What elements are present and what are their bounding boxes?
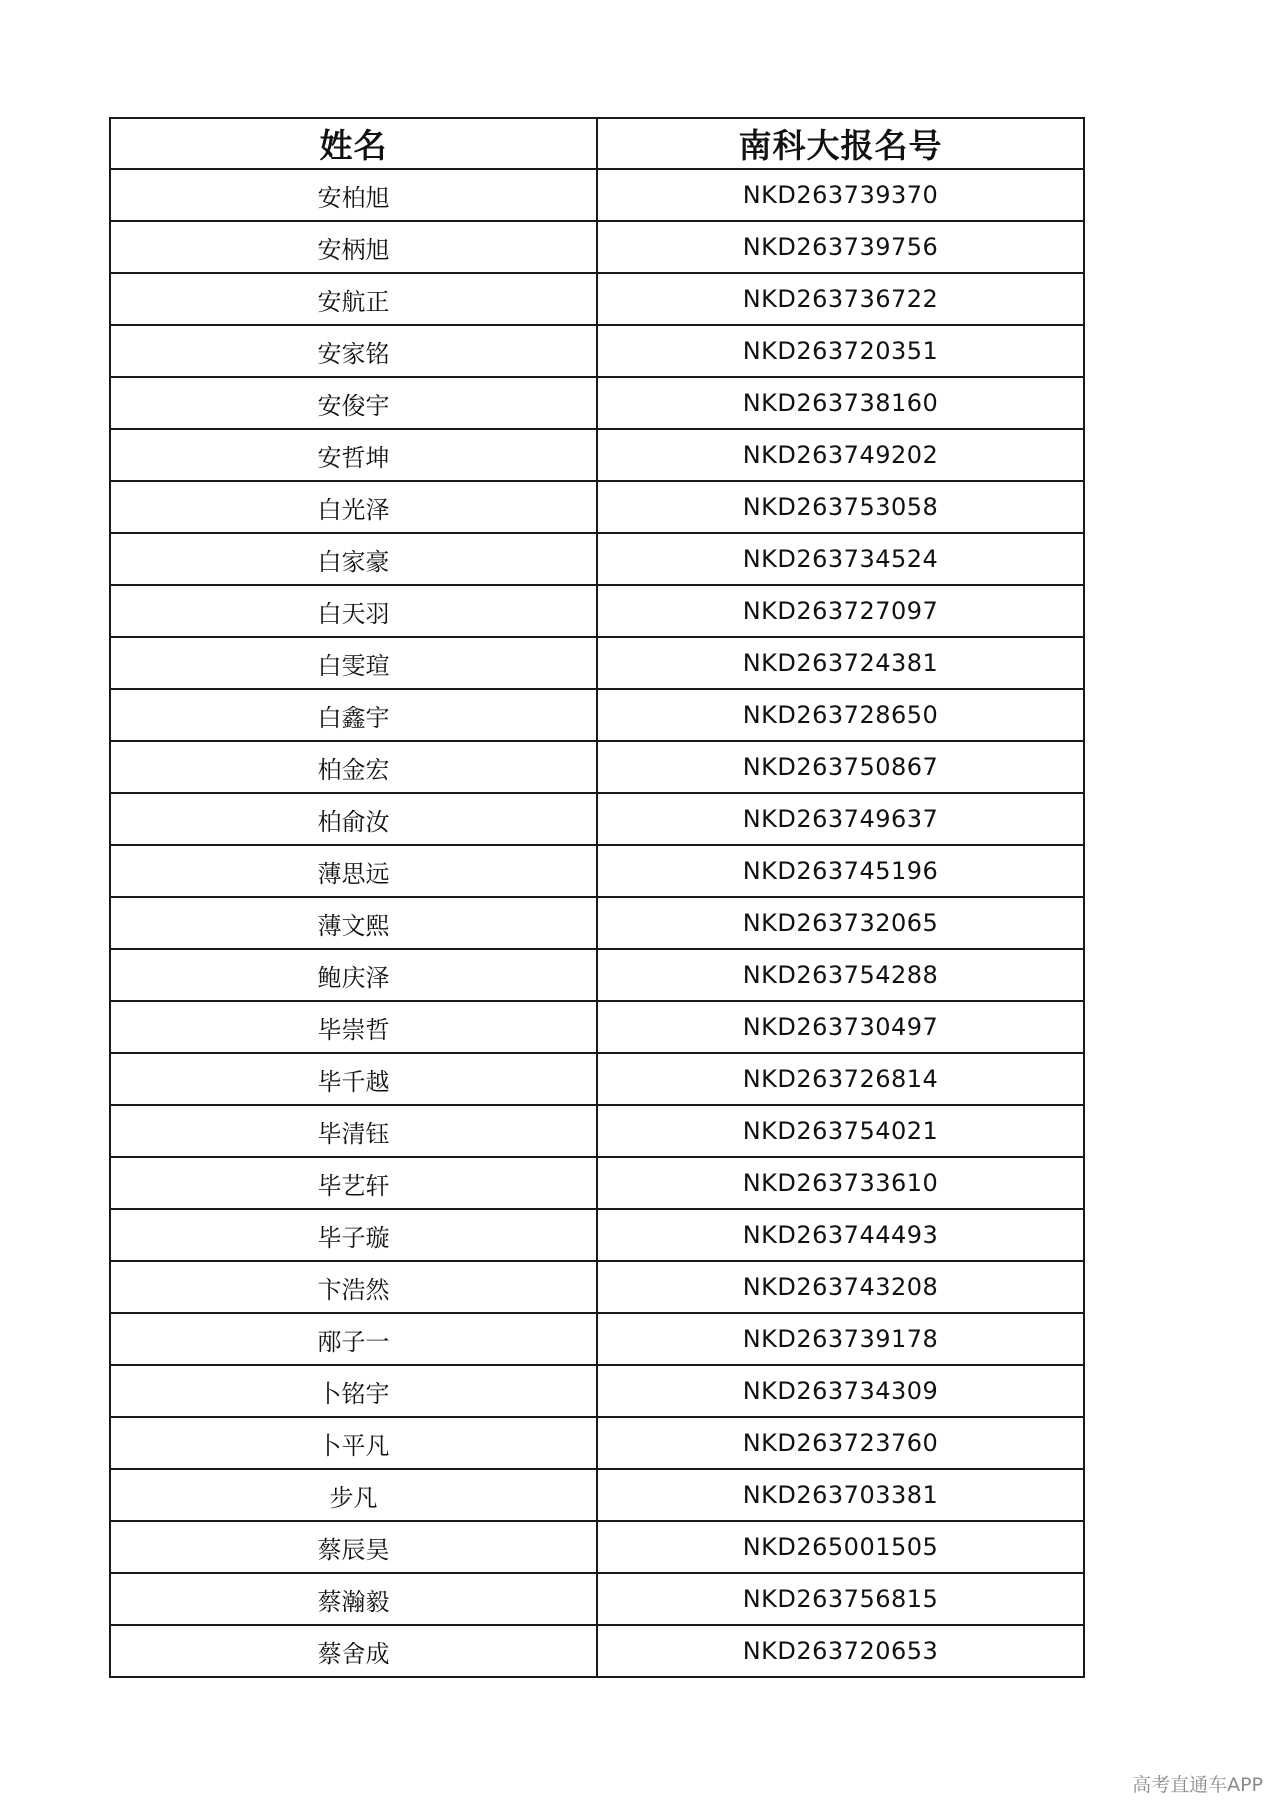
table-row bbox=[110, 1209, 1084, 1261]
table-row bbox=[110, 1625, 1084, 1677]
registration-id-cell: NKD263720351 bbox=[597, 325, 1084, 377]
table-row bbox=[110, 585, 1084, 637]
student-name-cell: 白家豪 bbox=[110, 533, 597, 585]
registration-id-cell: NKD263720653 bbox=[597, 1625, 1084, 1677]
table-row bbox=[110, 533, 1084, 585]
roster-page bbox=[109, 117, 1083, 1678]
registration-id-cell: NKD263744493 bbox=[597, 1209, 1084, 1261]
registration-id-cell: NKD263753058 bbox=[597, 481, 1084, 533]
roster-table bbox=[109, 117, 1085, 1678]
table-row bbox=[110, 1053, 1084, 1105]
table-row bbox=[110, 1521, 1084, 1573]
registration-id-cell: NKD263739756 bbox=[597, 221, 1084, 273]
student-name-cell: 安哲坤 bbox=[110, 429, 597, 481]
student-name-cell: 安俊宇 bbox=[110, 377, 597, 429]
table-row bbox=[110, 689, 1084, 741]
student-name-cell: 柏金宏 bbox=[110, 741, 597, 793]
student-name-cell: 邴子一 bbox=[110, 1313, 597, 1365]
table-row bbox=[110, 1365, 1084, 1417]
registration-id-cell: NKD263750867 bbox=[597, 741, 1084, 793]
registration-id-cell: NKD263728650 bbox=[597, 689, 1084, 741]
column-header-name: 姓名 bbox=[110, 118, 597, 169]
table-row bbox=[110, 429, 1084, 481]
student-name-cell: 蔡辰昊 bbox=[110, 1521, 597, 1573]
registration-id-cell: NKD263754288 bbox=[597, 949, 1084, 1001]
student-name-cell: 毕崇哲 bbox=[110, 1001, 597, 1053]
student-name-cell: 柏俞汝 bbox=[110, 793, 597, 845]
table-row bbox=[110, 273, 1084, 325]
table-row bbox=[110, 1157, 1084, 1209]
registration-id-cell: NKD263739178 bbox=[597, 1313, 1084, 1365]
student-name-cell: 安家铭 bbox=[110, 325, 597, 377]
student-name-cell: 毕千越 bbox=[110, 1053, 597, 1105]
student-name-cell: 步凡 bbox=[110, 1469, 597, 1521]
student-name-cell: 毕子璇 bbox=[110, 1209, 597, 1261]
registration-id-cell: NKD263736722 bbox=[597, 273, 1084, 325]
table-row bbox=[110, 637, 1084, 689]
watermark-text: 高考直通车APP bbox=[1132, 1774, 1263, 1796]
table-body bbox=[110, 169, 1084, 1677]
registration-id-cell: NKD263754021 bbox=[597, 1105, 1084, 1157]
registration-id-cell: NKD265001505 bbox=[597, 1521, 1084, 1573]
registration-id-cell: NKD263727097 bbox=[597, 585, 1084, 637]
student-name-cell: 薄文熙 bbox=[110, 897, 597, 949]
table-row bbox=[110, 221, 1084, 273]
student-name-cell: 鲍庆泽 bbox=[110, 949, 597, 1001]
registration-id-cell: NKD263749637 bbox=[597, 793, 1084, 845]
student-name-cell: 薄思远 bbox=[110, 845, 597, 897]
registration-id-cell: NKD263732065 bbox=[597, 897, 1084, 949]
table-row bbox=[110, 1261, 1084, 1313]
student-name-cell: 安柄旭 bbox=[110, 221, 597, 273]
table-row bbox=[110, 377, 1084, 429]
table-row bbox=[110, 325, 1084, 377]
student-name-cell: 毕清钰 bbox=[110, 1105, 597, 1157]
registration-id-cell: NKD263724381 bbox=[597, 637, 1084, 689]
table-row bbox=[110, 1573, 1084, 1625]
table-row bbox=[110, 741, 1084, 793]
student-name-cell: 白天羽 bbox=[110, 585, 597, 637]
student-name-cell: 卜铭宇 bbox=[110, 1365, 597, 1417]
student-name-cell: 安航正 bbox=[110, 273, 597, 325]
table-row bbox=[110, 1001, 1084, 1053]
registration-id-cell: NKD263730497 bbox=[597, 1001, 1084, 1053]
registration-id-cell: NKD263726814 bbox=[597, 1053, 1084, 1105]
registration-id-cell: NKD263733610 bbox=[597, 1157, 1084, 1209]
registration-id-cell: NKD263743208 bbox=[597, 1261, 1084, 1313]
student-name-cell: 白雯瑄 bbox=[110, 637, 597, 689]
table-row bbox=[110, 1469, 1084, 1521]
column-header-registration-id: 南科大报名号 bbox=[597, 118, 1084, 169]
table-row bbox=[110, 1105, 1084, 1157]
student-name-cell: 白鑫宇 bbox=[110, 689, 597, 741]
table-row bbox=[110, 949, 1084, 1001]
registration-id-cell: NKD263749202 bbox=[597, 429, 1084, 481]
table-row bbox=[110, 481, 1084, 533]
registration-id-cell: NKD263734309 bbox=[597, 1365, 1084, 1417]
registration-id-cell: NKD263734524 bbox=[597, 533, 1084, 585]
registration-id-cell: NKD263723760 bbox=[597, 1417, 1084, 1469]
table-header-row bbox=[110, 118, 1084, 169]
table-row bbox=[110, 1313, 1084, 1365]
student-name-cell: 卜平凡 bbox=[110, 1417, 597, 1469]
registration-id-cell: NKD263756815 bbox=[597, 1573, 1084, 1625]
table-row bbox=[110, 793, 1084, 845]
table-row bbox=[110, 169, 1084, 221]
registration-id-cell: NKD263739370 bbox=[597, 169, 1084, 221]
table-row bbox=[110, 1417, 1084, 1469]
registration-id-cell: NKD263703381 bbox=[597, 1469, 1084, 1521]
student-name-cell: 蔡瀚毅 bbox=[110, 1573, 597, 1625]
registration-id-cell: NKD263745196 bbox=[597, 845, 1084, 897]
student-name-cell: 蔡舍成 bbox=[110, 1625, 597, 1677]
table-row bbox=[110, 845, 1084, 897]
registration-id-cell: NKD263738160 bbox=[597, 377, 1084, 429]
student-name-cell: 毕艺轩 bbox=[110, 1157, 597, 1209]
student-name-cell: 安柏旭 bbox=[110, 169, 597, 221]
table-row bbox=[110, 897, 1084, 949]
student-name-cell: 卞浩然 bbox=[110, 1261, 597, 1313]
student-name-cell: 白光泽 bbox=[110, 481, 597, 533]
